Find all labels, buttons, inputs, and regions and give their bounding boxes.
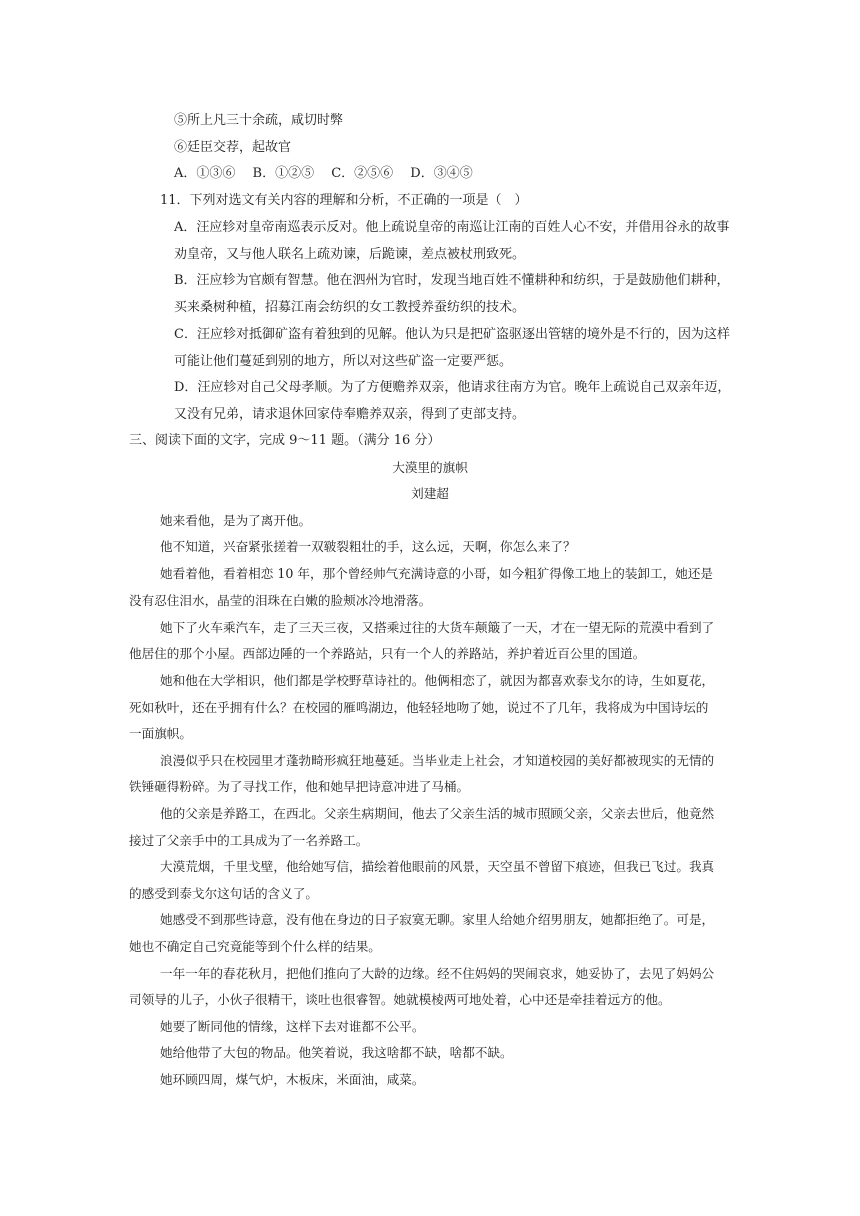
q11-option-b-line1: B．汪应轸为官颇有智慧。他在泗州为官时，发现当地百姓不懂耕种和纺织，于是鼓励他们耕种， xyxy=(174,273,730,288)
paragraph-6-line2: 铁锤砸得粉碎。为了寻找工作，他和她早把诗意冲进了马桶。 xyxy=(129,779,470,794)
paragraph-10-line2: 司领导的儿子，小伙子很精干，谈吐也很睿智。她就模棱两可地处着，心中还是牵挂着远方的他。 xyxy=(129,992,671,1007)
paragraph-5-line2: 死如秋叶，还在乎拥有什么？在校园的雁鸣湖边，他轻轻地吻了她，说过不了几年，我将成为中国诗坛的 xyxy=(129,700,709,715)
paragraph-9-line2: 她也不确定自己究竟能等到个什么样的结果。 xyxy=(129,939,381,954)
paragraph-9-line1: 她感受不到那些诗意，没有他在身边的日子寂寞无聊。家里人给她介绍男朋友，她都拒绝了。可是， xyxy=(160,912,715,927)
paragraph-11: 她要了断同他的情缘，这样下去对谁都不公平。 xyxy=(160,1019,425,1034)
q11-stem: 11．下列对选文有关内容的理解和分析，不正确的一项是（ ） xyxy=(160,193,528,208)
paragraph-4-line1: 她下了火车乘汽车，走了三天三夜，又搭乘过往的大货车颠簸了一天，才在一望无际的荒漠中看到了 xyxy=(160,620,715,635)
q11-option-d-line2: 又没有兄弟，请求退休回家侍奉赡养双亲，得到了吏部支持。 xyxy=(174,407,526,422)
paragraph-7-line2: 接过了父亲手中的工具成为了一名养路工。 xyxy=(129,833,369,848)
q11-option-d-line1: D．汪应轸对自己父母孝顺。为了方便赡养双亲，他请求往南方为官。晚年上疏说自己双亲年迈， xyxy=(174,380,731,395)
q11-option-b-line2: 买来桑树种植，招募江南会纺织的女工教授养蚕纺织的技术。 xyxy=(174,300,526,315)
paragraph-5-line1: 她和他在大学相识，他们都是学校野草诗社的。他俩相恋了，就因为都喜欢泰戈尔的诗，生如夏花， xyxy=(160,673,715,688)
paragraph-1: 她来看他，是为了离开他。 xyxy=(160,513,312,528)
paragraph-12: 她给他带了大包的物品。他笑着说，我这啥都不缺，啥都不缺。 xyxy=(160,1045,513,1060)
q11-option-c-line2: 可能让他们蔓延到别的地方，所以对这些矿盗一定要严惩。 xyxy=(174,354,513,369)
paragraph-2: 他不知道，兴奋紧张搓着一双皲裂粗壮的手，这么远，天啊，你怎么来了？ xyxy=(160,539,576,554)
paragraph-8-line1: 大漠荒烟，千里戈壁，他给她写信，描绘着他眼前的风景，天空虽不曾留下痕迹，但我已飞过。我真 xyxy=(160,859,715,874)
paragraph-13: 她环顾四周，煤气炉，木板床，米面油，咸菜。 xyxy=(160,1072,425,1087)
paragraph-3-line1: 她看着他，看着相恋 10 年，那个曾经帅气充满诗意的小哥，如今粗犷得像工地上的装卸工，她还是 xyxy=(160,566,713,581)
q11-option-a-line2: 劝皇帝，又与他人联名上疏劝谏，后跪谏，差点被杖刑致死。 xyxy=(174,247,526,262)
paragraph-5-line3: 一面旗帜。 xyxy=(129,726,192,741)
story-title: 大漠里的旗帜 xyxy=(392,460,468,475)
paragraph-10-line1: 一年一年的春花秋月，把他们推向了大龄的边缘。经不住妈妈的哭闹哀求，她妥协了，去见了妈妈公 xyxy=(160,966,715,981)
paragraph-4-line2: 他居住的那个小屋。西部边陲的一个养路站，只有一个人的养路站，养护着近百公里的国道。 xyxy=(129,646,646,661)
q11-option-a-line1: A．汪应轸对皇帝南巡表示反对。他上疏说皇帝的南巡让江南的百姓人心不安，并借用谷永的故事 xyxy=(174,220,730,235)
story-author: 刘建超 xyxy=(411,486,449,501)
paragraph-7-line1: 他的父亲是养路工，在西北。父亲生病期间，他去了父亲生活的城市照顾父亲，父亲去世后，他竟然 xyxy=(160,806,715,821)
q10-choices: A．①③⑥ B．①②⑤ C．②⑤⑥ D．③④⑤ xyxy=(174,166,473,181)
paragraph-6-line1: 浪漫似乎只在校园里才蓬勃畸形疯狂地蔓延。当毕业走上社会，才知道校园的美好都被现实的无情的 xyxy=(160,753,715,768)
section-heading: 三、阅读下面的文字，完成 9～11 题。（满分 16 分） xyxy=(129,433,441,448)
paragraph-3-line2: 没有忍住泪水，晶莹的泪珠在白嫩的脸颊冰冷地滑落。 xyxy=(129,593,432,608)
paragraph-8-line2: 的感受到泰戈尔这句话的含义了。 xyxy=(129,886,318,901)
q10-item-6: ⑥廷臣交荐，起故官 xyxy=(174,140,292,155)
q10-item-5: ⑤所上凡三十余疏，咸切时弊 xyxy=(174,113,344,128)
q11-option-c-line1: C．汪应轸对抵御矿盗有着独到的见解。他认为只是把矿盗驱逐出管辖的境外是不行的，因为这样 xyxy=(174,327,730,342)
